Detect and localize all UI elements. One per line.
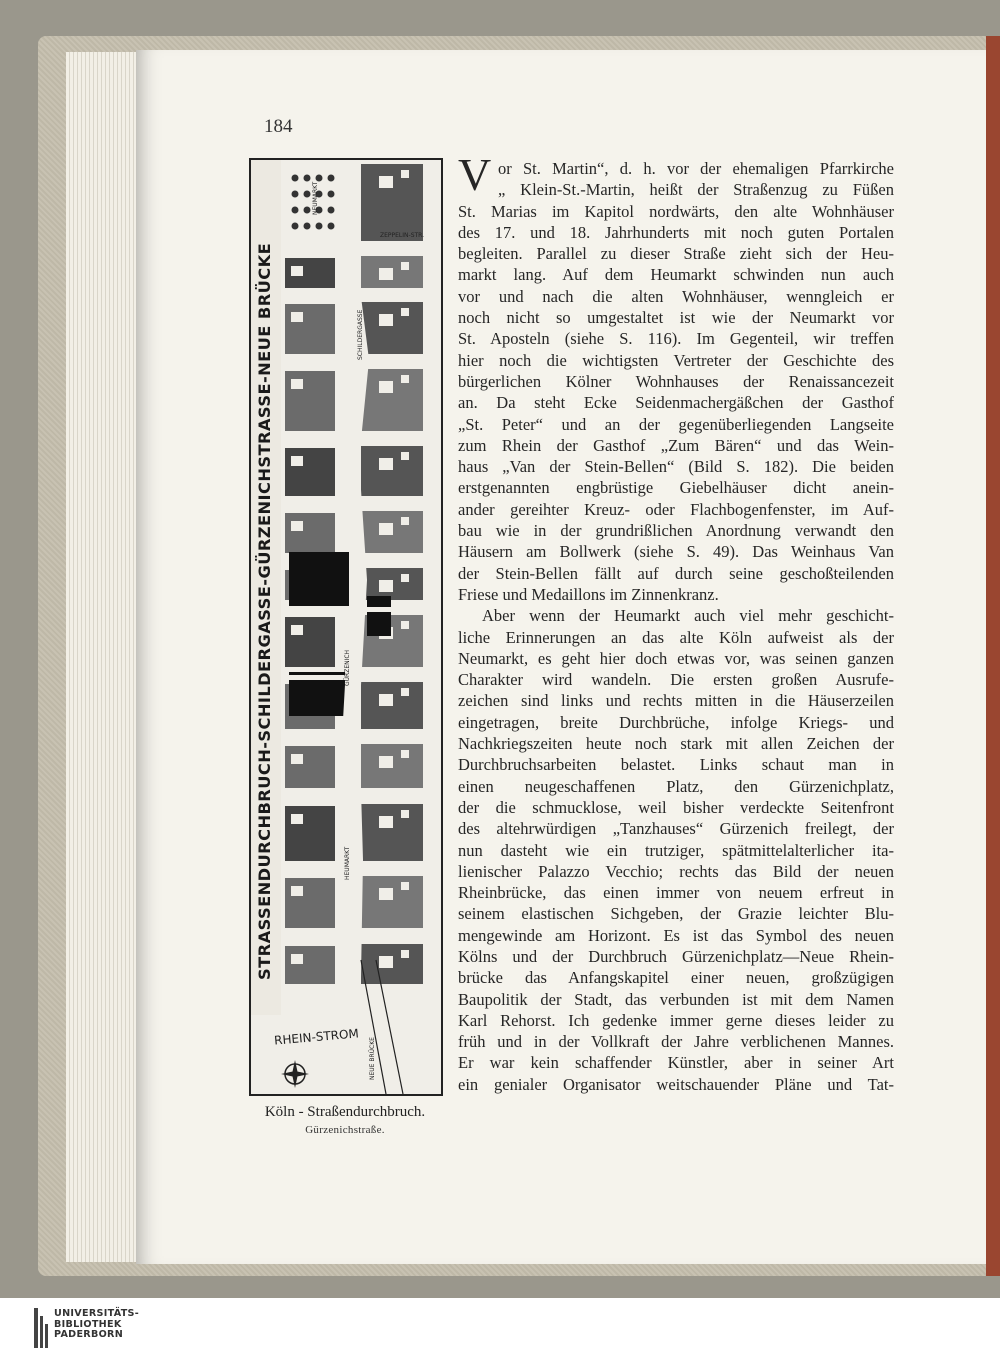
text-line: St. Aposteln (siehe S. 116). Im Gegenteil, wir treffen xyxy=(458,329,894,349)
map-cross-street xyxy=(281,292,441,297)
map-building-block xyxy=(361,302,423,354)
map-courtyard xyxy=(401,375,409,383)
map-street-label: GÜRZENICH xyxy=(344,649,351,686)
map-courtyard xyxy=(379,176,393,188)
page-number: 184 xyxy=(264,116,293,137)
map-courtyard xyxy=(291,954,303,964)
map-courtyard xyxy=(291,625,303,635)
map-courtyard xyxy=(379,816,393,828)
text-line: markt lang. Auf dem Heumarkt schwinden nun auch xyxy=(458,265,894,285)
figure-caption: Köln - Straßendurchbruch. xyxy=(264,1104,426,1120)
map-cross-street xyxy=(281,607,441,612)
text-line: Häusern am Bollwerk (siehe S. 49). Das Weinhaus Van xyxy=(458,542,894,562)
text-line: hier noch die wichtigsten Vertreter der Geschichte des xyxy=(458,350,894,370)
map-building-block xyxy=(361,164,423,241)
map-building-block xyxy=(285,617,335,667)
map-courtyard xyxy=(401,950,409,958)
text-line: Er war kein schaffender Künstler, aber in seiner Art xyxy=(458,1053,894,1073)
map-cross-street xyxy=(281,500,441,505)
drop-capital: V xyxy=(458,149,492,200)
map-tree xyxy=(292,207,299,214)
map-building-block xyxy=(285,946,335,984)
map-courtyard xyxy=(291,814,303,824)
map-tree xyxy=(328,223,335,230)
text-line: Aber wenn der Heumarkt auch viel mehr geschicht- xyxy=(482,606,894,626)
text-line: zeichen sind links und rechts mitten in die Häuserzeilen xyxy=(458,691,894,711)
map-street-label: HEUMARKT xyxy=(344,846,351,880)
text-line: ander gereihter Kreuz- oder Flachbogenfenster, im Auf- xyxy=(458,499,894,519)
map-courtyard xyxy=(401,170,409,178)
map-street-label: SCHILDERGASSE xyxy=(357,309,364,360)
map-courtyard xyxy=(291,886,303,896)
map-tree xyxy=(292,175,299,182)
map-tree xyxy=(328,191,335,198)
map-street-label: NEUMARKT xyxy=(312,181,319,215)
text-line: nun dasteht wie ein trutziger, spätmittelalterlicher ita- xyxy=(458,840,894,860)
map-building-block xyxy=(285,746,335,788)
map-courtyard xyxy=(401,308,409,316)
text-line: Baupolitik der Stadt, das verbunden ist mit dem Namen xyxy=(458,989,894,1009)
map-courtyard xyxy=(379,580,393,592)
text-line: des 17. und 18. Jahrhunderts mit noch guten Portalen xyxy=(458,222,894,242)
map-tree xyxy=(292,191,299,198)
text-line: Kölns und der Durchbruch Gürzenichplatz—Neue Rhein- xyxy=(458,946,894,966)
text-line: Durchbruchsarbeiten belastet. Links schaut man in xyxy=(458,755,894,775)
text-line: Neumarkt, es geht hier doch etwas vor, was seinen ganzen xyxy=(458,648,894,668)
text-line: an. Da steht Ecke Seidenmachergäßchen der Gasthof xyxy=(458,393,894,413)
map-building-block xyxy=(361,876,423,928)
text-line: liche Erinnerungen an das alte Köln aufweist als der xyxy=(458,627,894,647)
text-line: Charakter wird wandeln. Die ersten großen Ausrufe- xyxy=(458,670,894,690)
figure-subcaption: Gürzenichstraße. xyxy=(305,1124,385,1136)
map-courtyard xyxy=(401,882,409,890)
text-line: eingetragen, breite Durchbrüche, infolge Kriegs- und xyxy=(458,712,894,732)
map-courtyard xyxy=(291,456,303,466)
map-courtyard xyxy=(291,754,303,764)
text-line: Rheinbrücke, das einen immer von neuem erfreut in xyxy=(458,883,894,903)
map-courtyard xyxy=(401,688,409,696)
map-title: STRASSENDURCHBRUCH-SCHILDERGASSE-GÜRZENICHSTRASSE-NEUE BRÜCKE xyxy=(255,242,274,980)
library-logo-text xyxy=(54,1309,139,1341)
map-building-block xyxy=(285,304,335,354)
text-line: haus „Van der Stein-Bellen“ (Bild S. 182). Die beiden xyxy=(458,457,894,477)
text-line: or St. Martin“, d. h. vor der ehemaligen Pfarrkirche xyxy=(498,159,894,178)
map-building-block xyxy=(285,878,335,928)
map-building-block xyxy=(361,369,423,431)
map-courtyard xyxy=(379,956,393,968)
street-map-drawing xyxy=(251,160,441,1094)
map-tree xyxy=(316,223,323,230)
map-highlight-block xyxy=(289,552,349,606)
map-courtyard xyxy=(401,621,409,629)
text-line: Karl Rehorst. Ich gedenke immer gerne dieses leider zu xyxy=(458,1010,894,1030)
book-spine-edge xyxy=(986,36,1000,1276)
map-cross-street xyxy=(281,360,441,365)
library-logo-line: PADERBORN xyxy=(54,1329,124,1340)
text-line: brücke das Anfangskapitel einer neuen, großzügigen xyxy=(458,968,894,988)
text-line: St. Marias im Kapitol nordwärts, den alte Wohnhäuser xyxy=(458,201,894,221)
map-courtyard xyxy=(379,694,393,706)
text-line: einen neugeschaffenen Platz, den Gürzenichplatz, xyxy=(458,776,894,796)
map-courtyard xyxy=(401,574,409,582)
map-tree xyxy=(328,207,335,214)
text-line: der Stein-Bellen fällt auf durch seine geschoßteilenden xyxy=(458,563,894,583)
map-courtyard xyxy=(291,379,303,389)
map-courtyard xyxy=(291,521,303,531)
text-line: der die schmucklose, weil bisher verdeckte Seitenfront xyxy=(458,797,894,817)
map-courtyard xyxy=(291,312,303,322)
text-line: seinem elastischen Sichgeben, der Grazie leichter Blu- xyxy=(458,904,894,924)
text-line: ein genialer Organisator weitschauender Pläne und Tat- xyxy=(458,1074,894,1094)
text-line: „St. Peter“ und an der gegenüberliegenden Langseite xyxy=(458,414,894,434)
map-courtyard xyxy=(379,756,393,768)
library-logo-line: UNIVERSITÄTS- xyxy=(54,1308,140,1319)
text-line: „ Klein-St.-Martin, heißt der Straßenzug zu Füßen xyxy=(498,180,894,200)
body-text xyxy=(458,158,894,1095)
text-line: früh und in der Vollkraft der Jahre verblichenen Mannes. xyxy=(458,1032,894,1052)
map-cross-street xyxy=(281,866,441,871)
library-logo-icon xyxy=(34,1308,50,1348)
map-building-block xyxy=(361,446,423,496)
map-highlight-block xyxy=(367,596,391,636)
map-tree xyxy=(316,175,323,182)
map-cross-street xyxy=(281,675,441,680)
map-river-label: RHEIN-STROM xyxy=(273,1026,360,1048)
map-tree xyxy=(304,175,311,182)
map-tree xyxy=(292,223,299,230)
map-building-block xyxy=(361,804,423,861)
library-footer xyxy=(0,1298,1000,1354)
text-line: Friese und Medaillons im Zinnenkranz. xyxy=(458,584,719,604)
text-line: bürgerlichen Kölner Wohnhauses der Renaissancezeit xyxy=(458,371,894,391)
street-map xyxy=(249,158,443,1096)
text-line: bau wie in der grundrißlichen Anordnung verwandt den xyxy=(458,521,894,541)
map-building-block xyxy=(285,448,335,496)
map-courtyard xyxy=(379,523,393,535)
map-tree xyxy=(304,223,311,230)
text-line: begleiten. Parallel zu dieser Straße zieht sich der Heu- xyxy=(458,244,894,264)
map-courtyard xyxy=(379,888,393,900)
map-courtyard xyxy=(401,262,409,270)
map-street-label: NEUE BRÜCKE xyxy=(369,1037,376,1080)
text-line: vor und nach die alten Wohnhäuser, wenngleich er xyxy=(458,286,894,306)
map-tree xyxy=(304,191,311,198)
text-line: zum Rhein der Gasthof „Zum Bären“ und das Wein- xyxy=(458,435,894,455)
library-logo-line: BIBLIOTHEK xyxy=(54,1318,122,1330)
map-street-label: ZEPPELIN-STR. xyxy=(380,232,425,239)
map-courtyard xyxy=(401,517,409,525)
text-line: Nachkriegszeiten heute noch stark mit allen Zeichen der xyxy=(458,734,894,754)
map-tree xyxy=(328,175,335,182)
map-building-block xyxy=(285,513,335,553)
text-line: noch nicht so umgestaltet ist wie der Neumarkt vor xyxy=(458,308,894,328)
page-stack xyxy=(66,52,146,1262)
map-courtyard xyxy=(291,266,303,276)
text-line: des altehrwürdigen „Tanzhauses“ Gürzenich freilegt, der xyxy=(458,819,894,839)
map-courtyard xyxy=(379,268,393,280)
map-courtyard xyxy=(401,810,409,818)
map-courtyard xyxy=(401,750,409,758)
text-line: mengewinde am Horizont. Es ist das Symbol des neuen xyxy=(458,925,894,945)
text-line: lienischer Palazzo Vecchio; rechts das Bild der neuen xyxy=(458,861,894,881)
map-tree xyxy=(304,207,311,214)
map-courtyard xyxy=(379,314,393,326)
map-courtyard xyxy=(379,381,393,393)
map-courtyard xyxy=(401,452,409,460)
map-courtyard xyxy=(379,458,393,470)
text-line: erstgenannten engbrüstige Giebelhäuser dicht anein- xyxy=(458,478,894,498)
map-cross-street xyxy=(281,736,441,741)
